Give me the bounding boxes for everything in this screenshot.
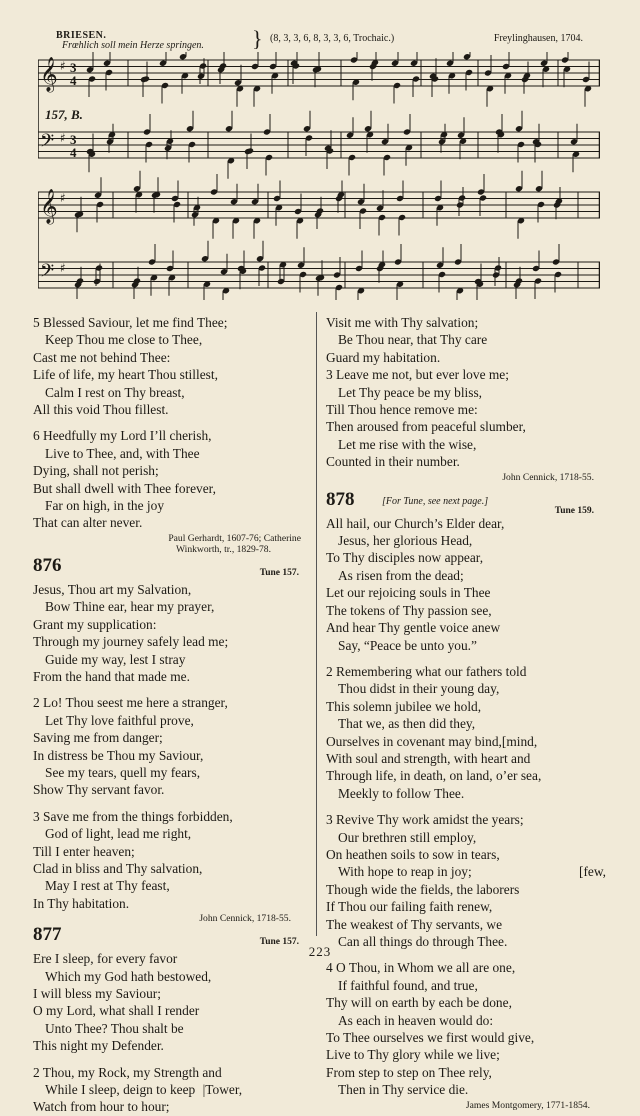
hymn-876-header <box>33 554 301 581</box>
verse-line: That can alter never. <box>33 515 143 531</box>
verse-line: 3 Leave me not, but ever love me; <box>326 367 509 383</box>
verse-line: That we, as then did they, <box>338 716 476 732</box>
stanza-6 <box>33 427 301 531</box>
page-number: 223 <box>308 944 332 959</box>
verse-line: Keep Thou me close to Thee, <box>45 332 203 348</box>
verse-line: All this void Thou fillest. <box>33 402 169 418</box>
attribution: James Montgomery, 1771-1854. <box>465 1099 590 1111</box>
hymn-877-stanza-2 <box>33 1064 301 1116</box>
verse-line: As risen from the dead; <box>338 567 464 583</box>
attribution <box>33 533 301 555</box>
time-signature-icon: 4 <box>70 73 77 88</box>
hymn-label: 157, B. <box>42 107 86 123</box>
tune-subtitle: Frœhlich soll mein Herze springen. <box>62 40 204 51</box>
time-signature-icon: 3 <box>70 60 77 75</box>
verse-line: Though wide the fields, the laborers <box>326 881 520 897</box>
attribution: John Cennick, 1718-55. <box>199 913 291 925</box>
clef-icon: 𝄞 <box>40 57 58 92</box>
verse-line: Visit me with Thy salvation; <box>326 315 479 330</box>
verse-line: Ourselves in covenant may bind,[mind, <box>326 733 538 749</box>
tune-note: [For Tune, see next page.] <box>382 495 489 507</box>
tune-composer: Freylinghausen, 1704. <box>493 33 583 44</box>
verse-line: Jesus, her glorious Head, <box>338 533 473 549</box>
verse-line: 3 Save me from the things forbidden, <box>33 808 233 824</box>
hymn-878-header <box>326 488 606 516</box>
verse-line: Then aroused from peaceful slumber, <box>326 419 526 435</box>
time-signature-icon: 4 <box>70 145 77 160</box>
attribution-line: Paul Gerhardt, 1607-76; Catherine <box>168 532 301 544</box>
hymn-878-stanza-1 <box>326 515 606 654</box>
verse-line: Let me rise with the wise, <box>338 436 477 452</box>
left-column <box>33 314 301 1116</box>
sharp-icon: ♯ <box>60 261 66 275</box>
verse-line: 5 Blessed Saviour, let me find Thee; <box>33 315 228 330</box>
runover-text: [few, <box>578 864 606 880</box>
sharp-icon: ♯ <box>60 131 66 145</box>
verse-line: From the hand that made me. <box>33 668 190 684</box>
verse-line: O my Lord, what shall I render <box>33 1003 200 1019</box>
verse-line: Let Thy peace be my bliss, <box>338 384 483 400</box>
hymn-876-stanza-1 <box>33 581 301 685</box>
verse-line: Can all things do through Thee. <box>338 934 508 949</box>
verse-text: With hope to reap in joy; <box>338 864 472 880</box>
verse-line: Clad in bliss and Thy salvation, <box>33 860 203 876</box>
clef-icon: 𝄢 <box>40 261 55 286</box>
verse-line: Counted in their number. <box>326 454 460 470</box>
verse-line: Grant my supplication: <box>33 616 157 632</box>
verse-line: From step to step on Thee rely, <box>326 1064 492 1080</box>
tune-reference: Tune 157. <box>259 937 299 948</box>
verse-line: This solemn jubilee we hold, <box>326 698 482 714</box>
hymn-878-stanza-2 <box>326 663 606 802</box>
verse-line: To Thy disciples now appear, <box>326 550 484 566</box>
verse-line <box>326 863 606 880</box>
verse-line: Let our rejoicing souls in Thee <box>326 585 491 601</box>
verse-line: Guide my way, lest I stray <box>45 651 186 667</box>
column-divider <box>316 312 317 936</box>
verse-line <box>33 1081 301 1098</box>
verse-line: The tokens of Thy passion see, <box>326 602 492 618</box>
verse-line: I will bless my Saviour; <box>33 986 161 1001</box>
verse-line: Till Thou hence remove me: <box>326 402 478 418</box>
verse-line: Ere I sleep, for every favor <box>33 951 178 967</box>
verse-line: On heathen soils to sow in tears, <box>326 846 500 862</box>
verse-line: Then in Thy service die. <box>338 1082 469 1098</box>
verse-line: All hail, our Church’s Elder dear, <box>326 515 505 531</box>
verse-line: 3 Revive Thy work amidst the years; <box>326 812 524 828</box>
verse-line: Saving me from danger; <box>33 730 163 746</box>
right-column <box>326 314 606 1111</box>
hymn-877-continued <box>326 314 606 366</box>
verse-line: Watch from hour to hour; <box>33 1099 170 1115</box>
verse-line: Say, “Peace be unto you.” <box>338 637 477 653</box>
verse-line: 2 Remembering what our fathers told <box>326 663 527 679</box>
verse-line: The weakest of Thy servants, we <box>326 916 503 932</box>
verse-line: 2 Thou, my Rock, my Strength and <box>33 1064 222 1080</box>
time-signature-icon: 3 <box>70 132 77 147</box>
verse-line: Calm I rest on Thy breast, <box>45 384 185 400</box>
brace: } <box>252 26 263 51</box>
verse-line: Life of life, my heart Thou stillest, <box>33 367 218 383</box>
verse-line: With soul and strength, with heart and <box>326 750 531 766</box>
verse-line: Show Thy servant favor. <box>33 782 165 798</box>
verse-text: While I sleep, deign to keep <box>45 1082 196 1098</box>
verse-line: As each in heaven would do: <box>338 1012 494 1028</box>
verse-line: Which my God hath bestowed, <box>45 968 212 984</box>
verse-line: Unto Thee? Thou shalt be <box>45 1020 184 1036</box>
verse-line: This night my Defender. <box>33 1038 164 1054</box>
verse-line: If faithful found, and true, <box>338 977 478 993</box>
clef-icon: 𝄢 <box>40 131 55 156</box>
verse-line: Live to Thee, and, with Thee <box>45 445 200 461</box>
verse-line: Bow Thine ear, hear my prayer, <box>45 599 215 615</box>
verse-line: Through my journey safely lead me; <box>33 634 229 650</box>
tune-reference: Tune 157. <box>259 567 299 578</box>
verse-line: Thy will on earth by each be done, <box>326 995 512 1011</box>
verse-line: Far on high, in the joy <box>45 498 165 514</box>
verse-line: May I rest at Thy feast, <box>45 878 170 894</box>
hymn-number: 877 <box>33 924 62 946</box>
sharp-icon: ♯ <box>60 191 66 205</box>
hymn-878-stanza-3 <box>326 811 606 950</box>
sharp-icon: ♯ <box>60 59 66 73</box>
verse-line: 6 Heedfully my Lord I’ll cherish, <box>33 428 212 444</box>
runover-text: |Tower, <box>202 1082 243 1098</box>
verse-line: Till I enter heaven; <box>33 843 135 859</box>
verse-line: To Thee ourselves we first would give, <box>326 1030 535 1046</box>
verse-line: 4 O Thou, in Whom we all are one, <box>326 960 516 976</box>
music-score <box>38 52 600 300</box>
tune-name: BRIESEN. <box>56 30 107 41</box>
stanza-5 <box>33 314 301 418</box>
verse-line: Our brethren still employ, <box>338 829 477 845</box>
verse-line: See my tears, quell my fears, <box>45 764 201 780</box>
verse-line: Cast me not behind Thee: <box>33 349 171 365</box>
verse-line: Meekly to follow Thee. <box>338 785 465 801</box>
verse-line: In Thy habitation. <box>33 895 130 911</box>
verse-line: Guard my habitation. <box>326 349 441 365</box>
verse-line: Thou didst in their young day, <box>338 681 500 697</box>
clef-icon: 𝄞 <box>40 189 58 224</box>
hymn-877-stanza-1 <box>33 950 301 1054</box>
verse-line: Live to Thy glory while we live; <box>326 1047 500 1063</box>
hymn-877-stanza-3 <box>326 366 606 470</box>
hymn-number: 876 <box>33 554 62 576</box>
verse-line: But shall dwell with Thee forever, <box>33 480 216 496</box>
verse-line: Dying, shall not perish; <box>33 463 159 479</box>
verse-line: And hear Thy gentle voice anew <box>326 620 501 636</box>
verse-line: Through life, in death, on land, o’er sea, <box>326 768 542 784</box>
verse-line: Jesus, Thou art my Salvation, <box>33 581 192 597</box>
verse-line: God of light, lead me right, <box>45 826 192 842</box>
verse-line: If Thou our failing faith renew, <box>326 899 493 915</box>
hymn-876-stanza-3 <box>33 808 301 912</box>
tune-header <box>40 26 605 52</box>
hymn-876-stanza-2 <box>33 694 301 798</box>
tune-meter: (8, 3, 3, 6, 8, 3, 3, 6, Trochaic.) <box>270 33 395 44</box>
tune-reference: Tune 159. <box>554 505 594 516</box>
verse-line: In distress be Thou my Saviour, <box>33 747 204 763</box>
attribution-line: Winkworth, tr., 1829-78. <box>175 543 271 555</box>
hymn-878-stanza-4 <box>326 959 606 1098</box>
hymn-number: 878 <box>326 488 355 510</box>
verse-line: 2 Lo! Thou seest me here a stranger, <box>33 695 228 711</box>
attribution: John Cennick, 1718-55. <box>502 471 594 483</box>
verse-line: Be Thou near, that Thy care <box>338 332 488 348</box>
verse-line: Let Thy love faithful prove, <box>45 712 194 728</box>
